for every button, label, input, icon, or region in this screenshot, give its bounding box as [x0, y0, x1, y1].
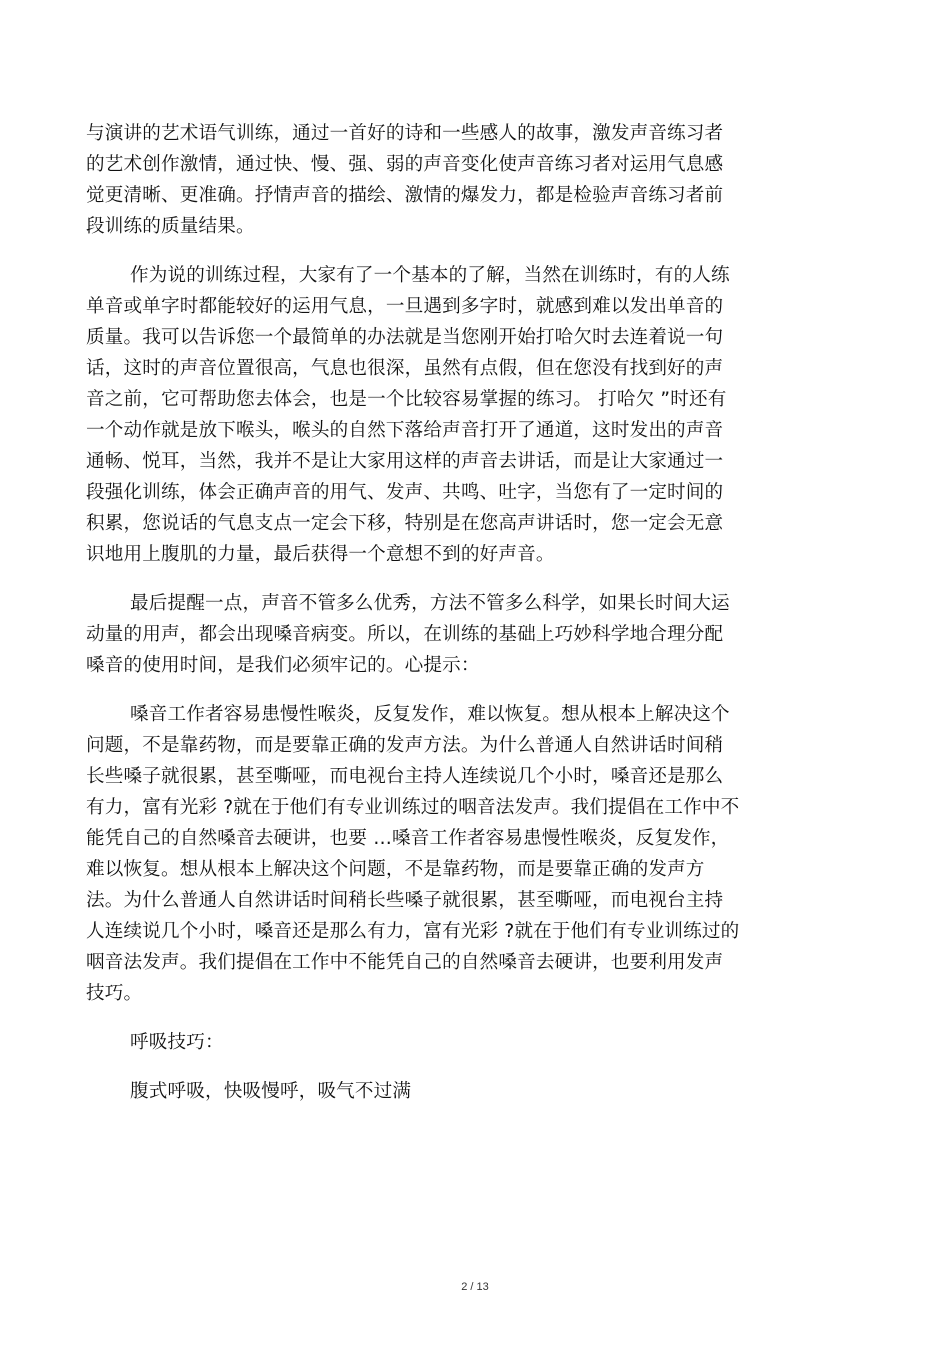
text-line: 单音或单字时都能较好的运用气息，一旦遇到多字时，就感到难以发出单音的 — [86, 296, 724, 317]
text-line: 人连续说几个小时，嗓音还是那么有力，富有光彩 ?就在于他们有专业训练过的 — [86, 921, 740, 942]
text-line: 动量的用声，都会出现嗓音病变。所以，在训练的基础上巧妙科学地合理分配 — [86, 624, 724, 645]
text-line: 一个动作就是放下喉头，喉头的自然下落给声音打开了通道，这时发出的声音 — [86, 420, 724, 441]
text-line: 法。为什么普通人自然讲话时间稍长些嗓子就很累，甚至嘶哑，而电视台主持 — [86, 890, 724, 911]
text-line: 段强化训练，体会正确声音的用气、发声、共鸣、吐字，当您有了一定时间的 — [86, 482, 724, 503]
text-line: 有力，富有光彩 ?就在于他们有专业训练过的咽音法发声。我们提倡在工作中不 — [86, 797, 740, 818]
text-line: 腹式呼吸，快吸慢呼，吸气不过满 — [130, 1081, 412, 1102]
text-line: 长些嗓子就很累，甚至嘶哑，而电视台主持人连续说几个小时，嗓音还是那么 — [86, 766, 724, 787]
text-line: 咽音法发声。我们提倡在工作中不能凭自己的自然嗓音去硬讲，也要利用发声 — [86, 952, 724, 973]
section-heading: 呼吸技巧： — [130, 1032, 224, 1053]
text-line: 技巧。 — [86, 983, 143, 1004]
paragraph-gap — [86, 1009, 846, 1027]
text-line: 嗓音工作者容易患慢性喉炎，反复发作，难以恢复。想从根本上解决这个 — [130, 704, 730, 725]
paragraph-gap — [86, 570, 846, 588]
text-line: 难以恢复。想从根本上解决这个问题，不是靠药物，而是要靠正确的发声方 — [86, 859, 705, 880]
text-line: 问题，不是靠药物，而是要靠正确的发声方法。为什么普通人自然讲话时间稍 — [86, 735, 724, 756]
text-line: 话，这时的声音位置很高，气息也很深，虽然有点假，但在您没有找到好的声 — [86, 358, 724, 379]
paragraph-gap — [86, 242, 846, 260]
paragraph-4 — [86, 699, 846, 1009]
text-line: 通畅、悦耳，当然，我并不是让大家用这样的声音去讲话，而是让大家通过一 — [86, 451, 724, 472]
text-line: 积累，您说话的气息支点一定会下移，特别是在您高声讲话时，您一定会无意 — [86, 513, 724, 534]
paragraph-5 — [86, 1027, 846, 1058]
paragraph-gap — [86, 681, 846, 699]
text-line: 能凭自己的自然嗓音去硬讲，也要 …嗓音工作者容易患慢性喉炎，反复发作， — [86, 828, 730, 849]
text-line: 段训练的质量结果。 — [86, 216, 255, 237]
text-line: 音之前，它可帮助您去体会，也是一个比较容易掌握的练习。 打哈欠 ”时还有 — [86, 389, 727, 410]
paragraph-gap — [86, 1058, 846, 1076]
text-line: 的艺术创作激情，通过快、慢、强、弱的声音变化使声音练习者对运用气息感 — [86, 154, 724, 175]
paragraph-3 — [86, 588, 846, 681]
page-number: 2 / 13 — [461, 1281, 489, 1293]
paragraph-1 — [86, 118, 846, 242]
document-body — [86, 118, 846, 1107]
text-line: 质量。我可以告诉您一个最简单的办法就是当您刚开始打哈欠时去连着说一句 — [86, 327, 724, 348]
paragraph-6 — [86, 1076, 846, 1107]
text-line: 觉更清晰、更准确。抒情声音的描绘、激情的爆发力，都是检验声音练习者前 — [86, 185, 724, 206]
text-line: 与演讲的艺术语气训练，通过一首好的诗和一些感人的故事，激发声音练习者 — [86, 123, 724, 144]
text-line: 最后提醒一点，声音不管多么优秀，方法不管多么科学，如果长时间大运 — [130, 593, 730, 614]
text-line: 识地用上腹肌的力量，最后获得一个意想不到的好声音。 — [86, 544, 555, 565]
text-line: 嗓音的使用时间，是我们必须牢记的。心提示： — [86, 655, 480, 676]
paragraph-2 — [86, 260, 846, 570]
text-line: 作为说的训练过程，大家有了一个基本的了解，当然在训练时，有的人练 — [130, 265, 730, 286]
